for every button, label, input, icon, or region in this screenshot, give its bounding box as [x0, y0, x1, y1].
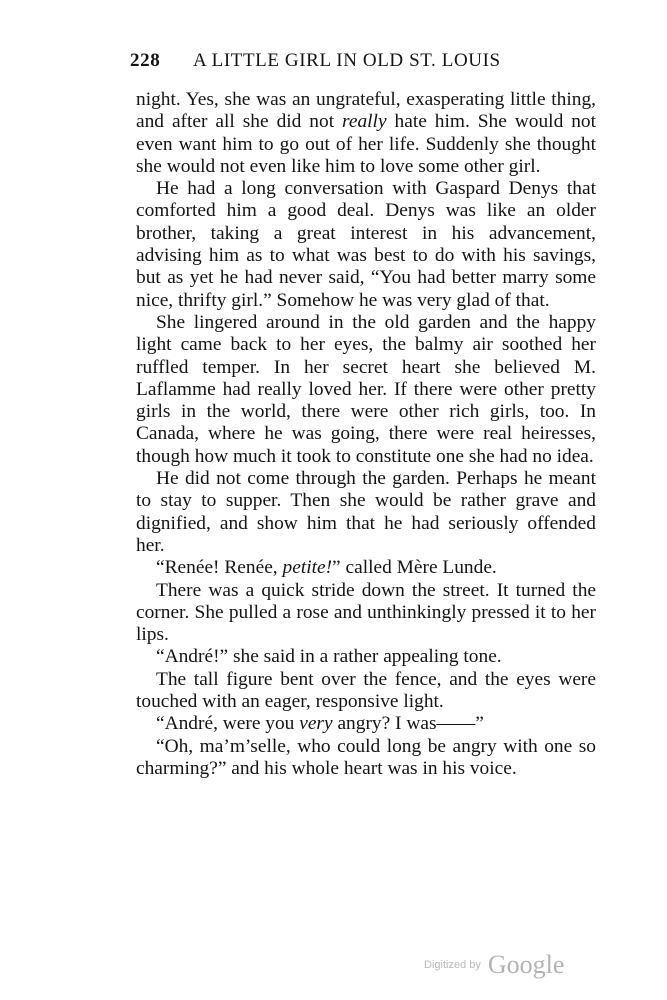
text-run: He did not come through the garden. Perhaps he meant to stay to supper. Then she would be rather grave and dignified, and show him that he had seriously offended her. — [136, 468, 596, 556]
text-run: “André, were you — [156, 713, 300, 735]
paragraph — [136, 713, 596, 735]
paragraph — [136, 89, 596, 178]
running-head — [130, 50, 600, 78]
text-run: There was a quick stride down the street. It turned the corner. She pulled a rose and unthinkingly pressed it to her lips. — [136, 579, 596, 646]
text-run: hate him. She would not even want him to go out of her life. Suddenly she thought she would not even like him to love some other girl. — [136, 111, 596, 177]
page-number: 228 — [130, 50, 161, 71]
italic-text: very — [299, 713, 333, 735]
google-logo: Google — [487, 950, 565, 979]
text-run: “Oh, ma’m’selle, who could long be angry with one so charming?” and his whole heart was in his voice. — [136, 735, 596, 779]
text-run: night. Yes, she was an ungrateful, exasperating little thing, and after all she did not — [136, 89, 596, 133]
text-run: angry? I was——” — [332, 713, 484, 735]
italic-text: really — [342, 111, 387, 133]
paragraph — [136, 669, 596, 714]
book-title: A LITTLE GIRL IN OLD ST. LOUIS — [193, 50, 501, 71]
paragraph — [136, 580, 596, 647]
text-run: “Renée! Renée, — [156, 557, 283, 579]
text-run: “André!” she said in a rather appealing tone. — [156, 646, 502, 668]
text-run: He had a long conversation with Gaspard Denys that comforted him a good deal. Denys was like an older brother, taking a great interest in his advancement, advising him as to what was best to do with his savings, but as yet he had never said, “You had better marry some nice, thrifty girl.” Somehow he was very glad of that. — [136, 178, 596, 311]
digitized-by-google-watermark — [424, 950, 584, 986]
paragraph — [136, 468, 596, 557]
body-text — [136, 89, 596, 780]
paragraph — [136, 312, 596, 468]
text-run: ” called Mère Lunde. — [332, 557, 497, 579]
paragraph — [136, 736, 596, 781]
text-run: She lingered around in the old garden and the happy light came back to her eyes, the balmy air soothed her ruffled temper. In her secret heart she believed M. Laflamme had really loved her. If there were other pretty girls in the world, there were other rich girls, too. In Canada, where he was going, there were real heiresses, though how much it took to constitute one she had no idea. — [136, 311, 596, 467]
paragraph — [136, 646, 596, 668]
text-run: The tall figure bent over the fence, and the eyes were touched with an eager, responsive light. — [136, 668, 596, 713]
paragraph — [136, 557, 596, 579]
italic-text: petite! — [282, 557, 333, 579]
watermark-prefix: Digitized by — [424, 959, 481, 971]
paragraph — [136, 178, 596, 312]
